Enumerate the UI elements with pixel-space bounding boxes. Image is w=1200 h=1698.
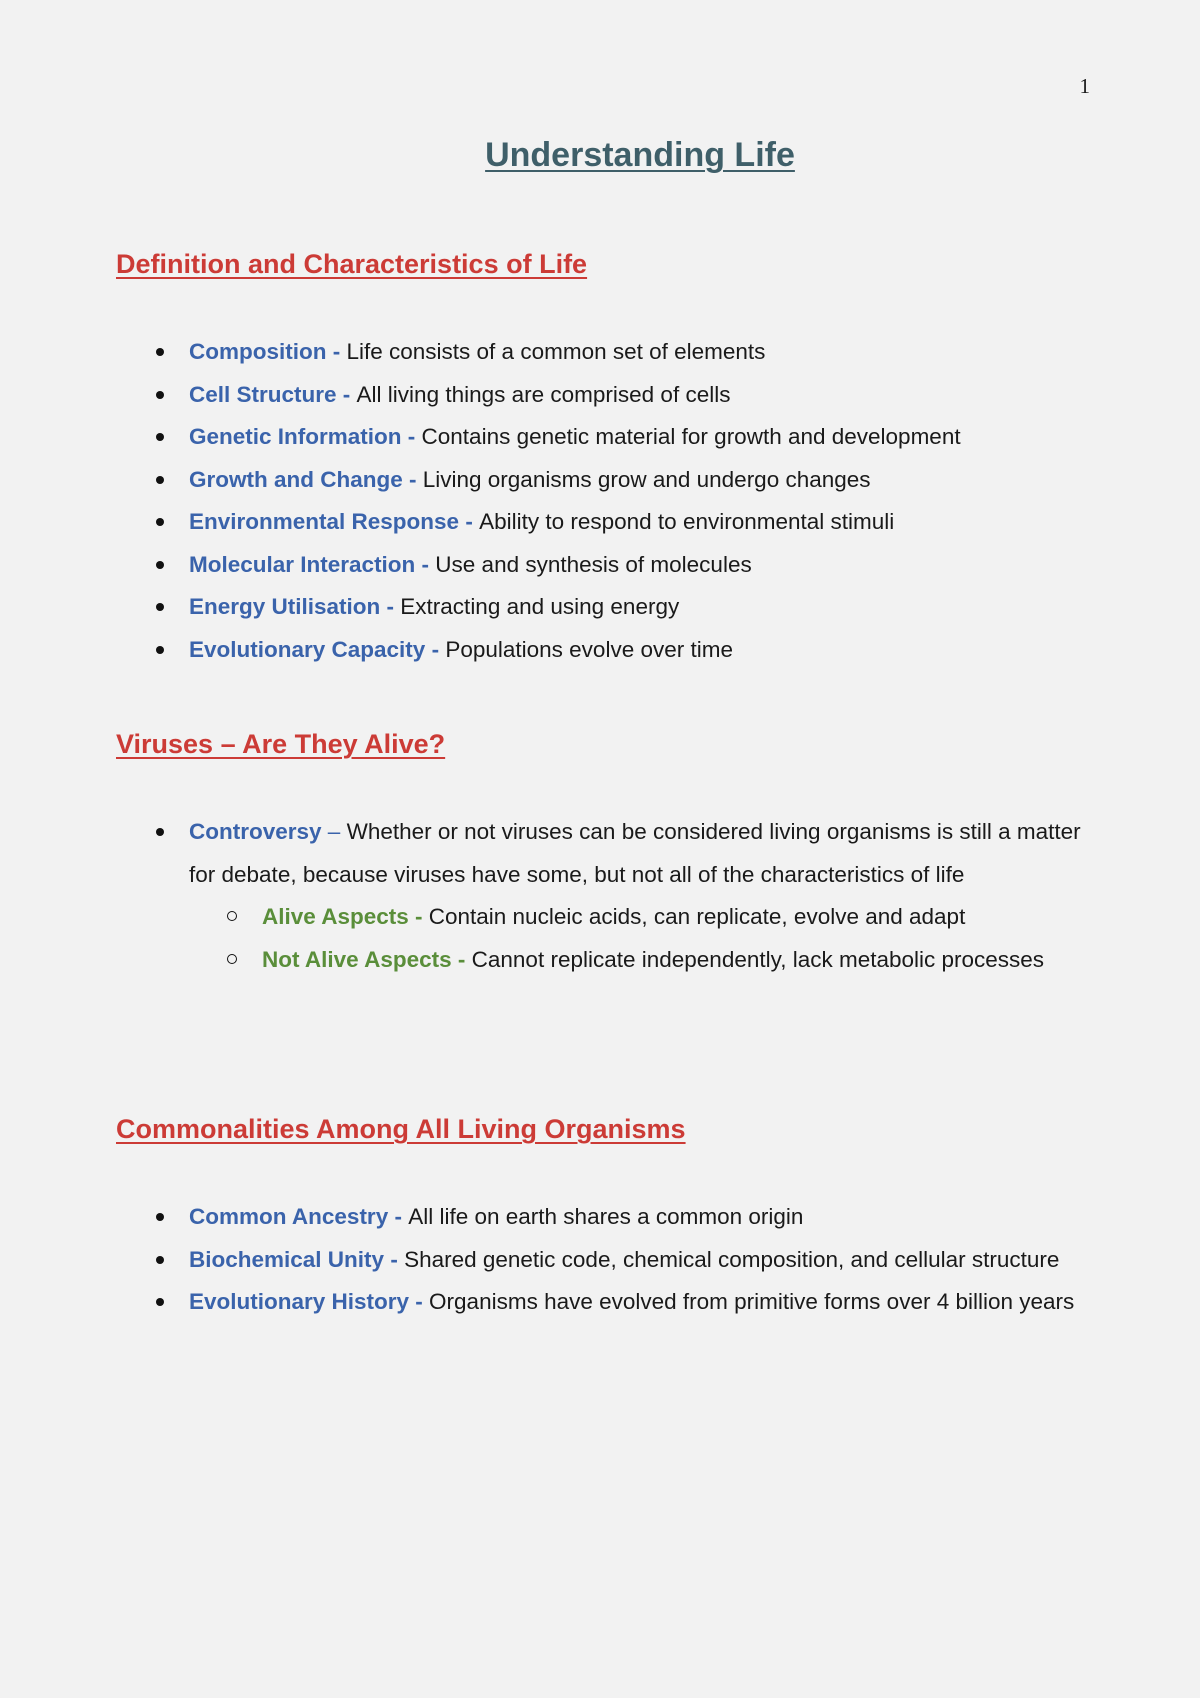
section-commonalities — [116, 1112, 1086, 1324]
item-separator: - — [459, 509, 480, 534]
item-term: Cell Structure — [189, 381, 337, 407]
item-term: Controversy — [189, 819, 322, 844]
page-title: Understanding Life — [485, 136, 795, 174]
list-item — [116, 586, 1086, 629]
item-term: Molecular Interaction — [189, 551, 416, 577]
page-number: 1 — [1079, 74, 1090, 98]
list-item — [116, 416, 1086, 459]
viruses-sublist — [189, 896, 1086, 981]
item-text: All living things are comprised of cells — [356, 381, 731, 407]
item-text: Life consists of a common set of elements — [346, 339, 766, 364]
item-separator: - — [380, 594, 401, 619]
section-heading: Commonalities Among All Living Organisms — [116, 1114, 686, 1144]
item-separator: - — [409, 1289, 430, 1314]
item-term: Environmental Response — [189, 509, 460, 534]
sub-list-item — [189, 896, 1086, 939]
item-text: Extracting and using energy — [400, 594, 680, 619]
item-separator: - — [336, 381, 357, 407]
section-heading: Definition and Characteristics of Life — [116, 249, 588, 279]
item-text: Contains genetic material for growth and development — [421, 424, 961, 449]
item-text: Use and synthesis of molecules — [435, 551, 752, 577]
item-term: Growth and Change — [189, 466, 403, 492]
sub-list-item — [189, 939, 1086, 982]
item-term: Energy Utilisation — [189, 594, 381, 619]
characteristics-list — [116, 331, 1086, 671]
list-item — [116, 459, 1086, 502]
subitem-separator: - — [451, 946, 472, 972]
item-text: Whether or not viruses can be considered living organisms is still a matter for debate, because viruses have some, but not all of the characteristics of life — [189, 819, 1081, 887]
viruses-list — [116, 811, 1086, 981]
subitem-term: Alive Aspects — [262, 904, 409, 929]
item-separator: - — [425, 636, 446, 662]
subitem-term: Not Alive Aspects — [262, 946, 452, 972]
list-item — [116, 1196, 1086, 1239]
item-separator: - — [402, 466, 423, 492]
item-term: Composition — [189, 339, 327, 364]
item-term: Evolutionary History — [189, 1289, 410, 1314]
item-separator: - — [415, 551, 436, 577]
list-item — [116, 1281, 1086, 1324]
item-separator: – — [321, 819, 347, 844]
item-text: All life on earth shares a common origin — [408, 1204, 804, 1229]
item-separator: - — [401, 424, 422, 449]
subitem-text: Contain nucleic acids, can replicate, evolve and adapt — [428, 904, 966, 929]
item-text: Shared genetic code, chemical composition, and cellular structure — [404, 1246, 1060, 1272]
item-term: Evolutionary Capacity — [189, 636, 426, 662]
commonalities-list — [116, 1196, 1086, 1324]
item-separator: - — [384, 1246, 405, 1272]
section-heading: Viruses – Are They Alive? — [116, 729, 446, 759]
item-text: Organisms have evolved from primitive forms over 4 billion years — [429, 1289, 1075, 1314]
item-text: Ability to respond to environmental stimuli — [479, 509, 895, 534]
list-item — [116, 374, 1086, 417]
item-separator: - — [388, 1204, 409, 1229]
section-definition — [116, 247, 1086, 671]
list-item — [116, 1239, 1086, 1282]
item-text: Populations evolve over time — [445, 636, 733, 662]
item-term: Biochemical Unity — [189, 1246, 385, 1272]
subitem-text: Cannot replicate independently, lack metabolic processes — [471, 946, 1045, 972]
item-text: Living organisms grow and undergo changes — [422, 466, 871, 492]
subitem-separator: - — [408, 904, 429, 929]
item-term: Common Ancestry — [189, 1204, 389, 1229]
item-separator: - — [326, 339, 347, 364]
list-item — [116, 501, 1086, 544]
list-item — [116, 331, 1086, 374]
list-item — [116, 811, 1086, 981]
list-item — [116, 629, 1086, 672]
list-item — [116, 544, 1086, 587]
item-term: Genetic Information — [189, 424, 402, 449]
section-viruses — [116, 727, 1086, 981]
